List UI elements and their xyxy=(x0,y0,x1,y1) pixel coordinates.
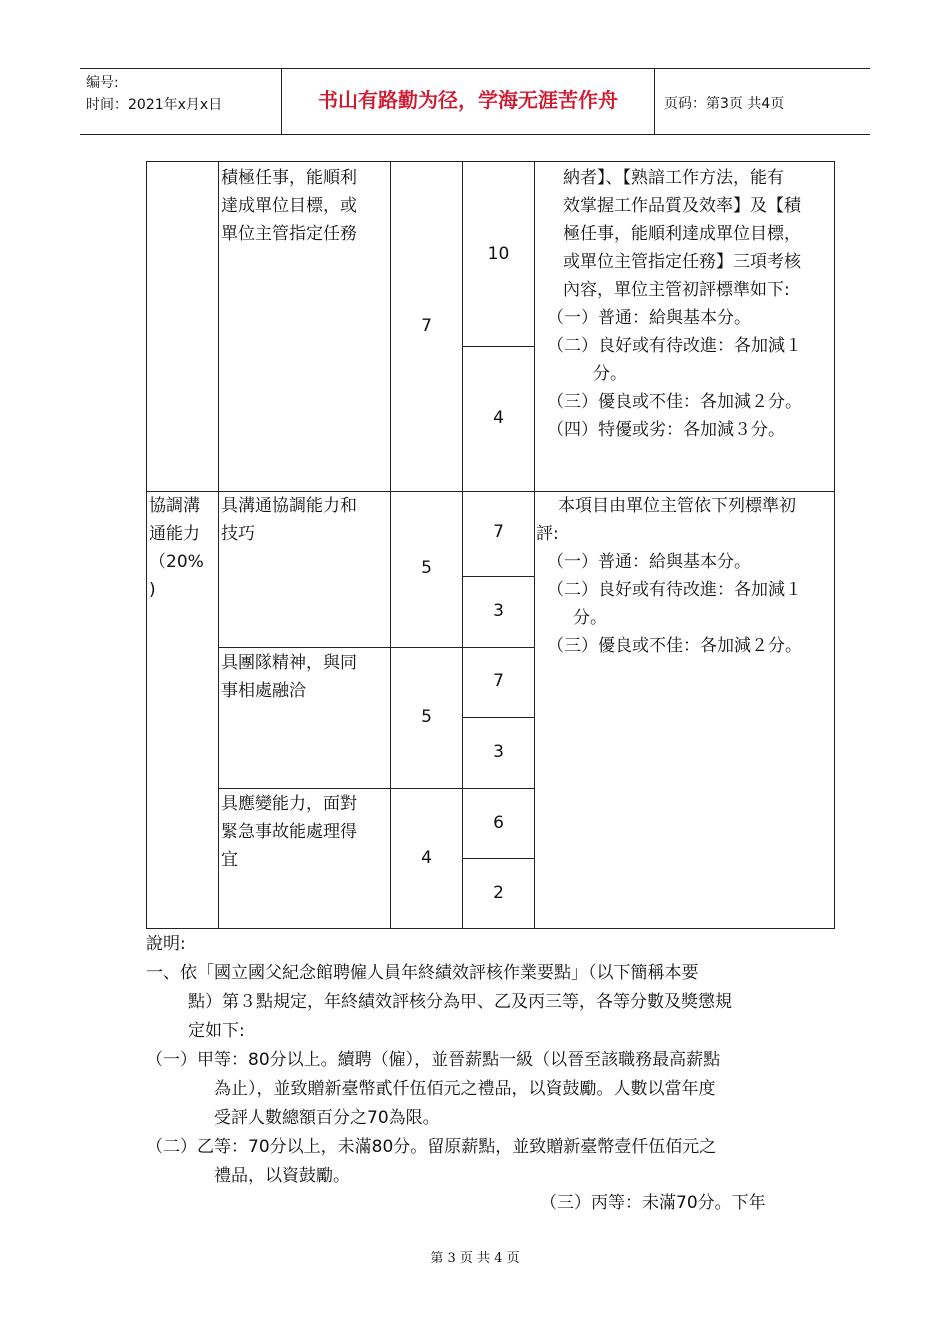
criterion-line: 事相處融洽 xyxy=(221,681,306,701)
evaluation-table xyxy=(146,161,835,929)
note-line: （二）良好或有待改進：各加減１ xyxy=(547,580,802,600)
min-score: 2 xyxy=(493,883,504,903)
header-divider xyxy=(654,68,655,135)
time-label: 时间：2021年x月x日 xyxy=(86,97,223,113)
explanation-line: 受評人數總額百分之70為限。 xyxy=(214,1108,440,1128)
scoring-notes xyxy=(536,492,834,660)
base-score: 7 xyxy=(421,316,432,336)
criterion-text xyxy=(221,492,389,548)
explanation-sub-2 xyxy=(146,1133,826,1191)
note-line: 分。 xyxy=(573,608,607,628)
note-line: （四）特優或劣：各加減３分。 xyxy=(547,420,785,440)
explanation-item-1 xyxy=(146,959,826,1046)
max-score: 6 xyxy=(493,813,504,833)
note-line: 極任事，能順利達成單位目標， xyxy=(563,224,801,244)
explanation-line: 為止），並致贈新臺幣貳仟伍佰元之禮品，以資鼓勵。人數以當年度 xyxy=(214,1079,716,1099)
note-line: 或單位主管指定任務】三項考核 xyxy=(563,252,801,272)
header-bottom-rule xyxy=(80,134,870,135)
max-score: 7 xyxy=(493,522,504,542)
max-score: 10 xyxy=(487,244,510,264)
note-line: （二）良好或有待改進：各加減１ xyxy=(547,336,802,356)
min-score: 3 xyxy=(493,601,504,621)
category-label xyxy=(149,492,217,604)
col-divider xyxy=(534,162,535,928)
note-line: 內容，單位主管初評標準如下: xyxy=(563,280,790,300)
explanation-sub-1 xyxy=(146,1046,826,1133)
criterion-text xyxy=(221,649,389,705)
page-info: 页码：第3页 共4页 xyxy=(664,96,785,112)
note-line: （三）優良或不佳：各加減２分。 xyxy=(547,392,802,412)
explanation-title: 說明: xyxy=(146,934,186,954)
explanation-line: 一、依「國立國父紀念館聘僱人員年終績效評核作業要點」（以下簡稱本要 xyxy=(146,963,699,983)
category-line: 通能力 xyxy=(149,524,200,544)
criterion-line: 宜 xyxy=(221,850,238,870)
criterion-line: 技巧 xyxy=(221,524,255,544)
category-line: ) xyxy=(149,580,156,600)
score-divider xyxy=(462,858,534,859)
category-line: 協調溝 xyxy=(149,496,200,516)
note-line: （一）普通：給與基本分。 xyxy=(547,552,751,572)
explanation-line: 點）第３點規定，年終績效評核分為甲、乙及丙三等，各等分數及獎懲規 xyxy=(188,992,732,1012)
criterion-line: 具溝通協調能力和 xyxy=(221,496,357,516)
criterion-line: 具應變能力，面對 xyxy=(221,794,357,814)
score-divider xyxy=(462,576,534,577)
number-label: 编号: xyxy=(86,75,119,91)
category-line: （20% xyxy=(149,552,204,572)
col-divider xyxy=(390,162,391,928)
base-score: 5 xyxy=(421,558,432,578)
criterion-text xyxy=(221,790,389,874)
score-divider xyxy=(462,717,534,718)
criterion-line: 單位主管指定任務 xyxy=(221,224,357,244)
min-score: 4 xyxy=(493,408,504,428)
base-score: 4 xyxy=(421,848,432,868)
max-score: 7 xyxy=(493,671,504,691)
base-score: 5 xyxy=(421,707,432,727)
criterion-line: 緊急事故能處理得 xyxy=(221,822,357,842)
criterion-line: 具團隊精神，與同 xyxy=(221,653,357,673)
note-line: 納者】、【熟諳工作方法，能有 xyxy=(563,168,784,188)
header-motto: 书山有路勤为径，学海无涯苦作舟 xyxy=(318,88,618,112)
criterion-line: 積極任事，能順利 xyxy=(221,168,357,188)
row-divider xyxy=(218,788,534,789)
page-footer: 第 3 页 共 4 页 xyxy=(430,1251,520,1266)
note-line: （三）優良或不佳：各加減２分。 xyxy=(547,636,802,656)
note-line: 評: xyxy=(536,524,559,544)
explanation-line: （二）乙等：70分以上，未滿80分。留原薪點，並致贈新臺幣壹仟伍佰元之 xyxy=(146,1137,717,1157)
note-line: （一）普通：給與基本分。 xyxy=(547,308,751,328)
score-divider xyxy=(462,346,534,347)
note-line: 分。 xyxy=(593,364,627,384)
explanation-sub-3: （三）丙等：未滿70分。下年 xyxy=(540,1193,766,1213)
note-line: 效掌握工作品質及效率】及【積 xyxy=(563,196,801,216)
criterion-line: 達成單位目標，或 xyxy=(221,196,357,216)
explanation-line: 禮品，以資鼓勵。 xyxy=(214,1166,350,1186)
scoring-notes xyxy=(536,164,834,444)
criterion-text xyxy=(221,164,389,248)
col-divider xyxy=(218,162,219,928)
min-score: 3 xyxy=(493,742,504,762)
explanation-line: （一）甲等：80分以上。續聘（僱），並晉薪點一級（以晉至該職務最高薪點 xyxy=(146,1050,721,1070)
header-top-rule xyxy=(80,68,870,69)
row-divider xyxy=(218,647,534,648)
header-meta xyxy=(86,72,222,116)
note-line: 本項目由單位主管依下列標準初 xyxy=(558,496,796,516)
explanation-line: 定如下: xyxy=(188,1021,245,1041)
